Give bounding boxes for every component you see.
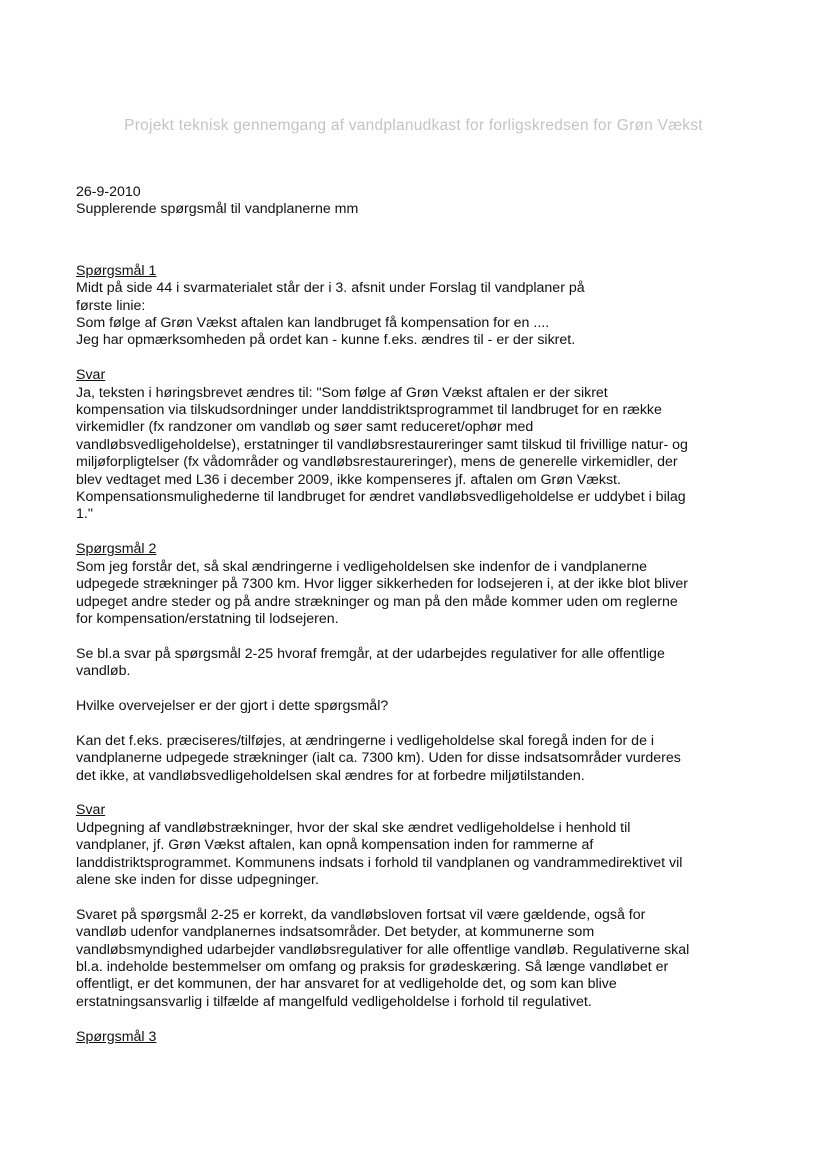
text-line: første linie:: [76, 297, 146, 314]
header-spacer: [76, 219, 756, 263]
paragraph: [76, 559, 756, 629]
paragraph-spacer: [76, 715, 756, 732]
section-heading: Svar: [76, 802, 106, 819]
watermark-header: Projekt teknisk gennemgang af vandplanudkast for forligskredsen for Grøn Vækst: [124, 117, 703, 134]
paragraph: [76, 385, 756, 524]
text-line: blev vedtaget med L36 i december 2009, ikke kompenseres jf. aftalen om Grøn Vækst.: [76, 471, 621, 488]
text-line: Svaret på spørgsmål 2-25 er korrekt, da vandløbsloven fortsat vil være gældende, også for: [76, 906, 646, 923]
text-line: miljøforpligtelser (fx vådområder og vandløbsrestaureringer), mens de generelle virkemidler, der: [76, 454, 678, 471]
section: [76, 263, 756, 350]
text-line: vandplanerne udpegede strækninger (ialt ca. 7300 km). Uden for disse indsatsområder vurderes: [76, 750, 681, 767]
section-heading: Spørgsmål 2: [76, 541, 157, 558]
section-spacer: [76, 350, 756, 367]
text-line: Ja, teksten i høringsbrevet ændres til: "Som følge af Grøn Vækst aftalen er der sikret: [76, 384, 608, 401]
text-line: Hvilke overvejelser er der gjort i dette spørgsmål?: [76, 697, 389, 714]
section-spacer: [76, 524, 756, 541]
text-line: vandplaner, jf. Grøn Vækst aftalen, kan opnå kompensation inden for rammerne af: [76, 837, 594, 854]
document-subtitle: Supplerende spørgsmål til vandplanerne mm: [76, 201, 359, 218]
text-line: offentligt, er det kommunen, der har ansvaret for at vedligeholde det, og som kan blive: [76, 976, 617, 993]
section-heading: Spørgsmål 1: [76, 262, 157, 279]
paragraph: [76, 280, 756, 350]
text-line: Midt på side 44 i svarmaterialet står der i 3. afsnit under Forslag til vandplaner på: [76, 280, 585, 297]
text-line: landdistriktsprogrammet. Kommunens indsats i forhold til vandplanen og vandrammedirektivet vil: [76, 854, 683, 871]
section: [76, 802, 756, 1011]
text-line: vandløbsvedligeholdelse), erstatninger til vandløbsrestaureringer samt tilskud til frivillige natur- og: [76, 436, 688, 453]
paragraph: [76, 698, 756, 715]
text-line: 1.": [76, 506, 93, 523]
document-body: [76, 184, 756, 1046]
text-line: vandløbsmyndighed udarbejder vandløbsregulativer for alle offentlige vandløb. Regulativerne skal: [76, 941, 690, 958]
text-line: Som jeg forstår det, så skal ændringerne i vedligeholdelsen ske indenfor de i vandplanerne: [76, 558, 647, 575]
text-line: vandløb udenfor vandplanernes indsatsområder. Det betyder, at kommunerne som: [76, 924, 595, 941]
text-line: Kompensationsmulighederne til landbruget for ændret vandløbsvedligeholdelse er uddybet i bilag: [76, 489, 686, 506]
paragraph-spacer: [76, 681, 756, 698]
text-line: udpeget andre steder og på andre strækninger og man på den måde kommer uden om reglerne: [76, 593, 678, 610]
paragraph: [76, 820, 756, 890]
text-line: det ikke, at vandløbsvedligeholdelsen skal ændres for at forbedre miljøtilstanden.: [76, 767, 585, 784]
paragraph-spacer: [76, 889, 756, 906]
paragraph-spacer: [76, 628, 756, 645]
text-line: udpegede strækninger på 7300 km. Hvor ligger sikkerheden for lodsejeren i, at der ikke blot bliver: [76, 576, 688, 593]
text-line: for kompensation/erstatning til lodsejeren.: [76, 610, 339, 627]
text-line: kompensation via tilskudsordninger under landdistriktsprogrammet til landbruget for en række: [76, 402, 662, 419]
sections-container: [76, 263, 756, 1046]
section: [76, 1029, 756, 1046]
text-line: alene ske inden for disse udpegninger.: [76, 871, 319, 888]
text-line: Kan det f.eks. præciseres/tilføjes, at ændringerne i vedligeholdelse skal foregå inden for de i: [76, 732, 655, 749]
section: [76, 367, 756, 524]
section-heading: Spørgsmål 3: [76, 1028, 157, 1045]
text-line: Se bl.a svar på spørgsmål 2-25 hvoraf fremgår, at der udarbejdes regulativer for alle offentlige: [76, 645, 665, 662]
paragraph: [76, 646, 756, 681]
section-heading: Svar: [76, 367, 106, 384]
section: [76, 541, 756, 785]
text-line: vandløb.: [76, 663, 131, 680]
text-line: bl.a. indeholde bestemmelser om omfang og praksis for grødeskæring. Så længe vandløbet er: [76, 958, 669, 975]
text-line: Som følge af Grøn Vækst aftalen kan landbruget få kompensation for en ....: [76, 315, 550, 332]
section-spacer: [76, 785, 756, 802]
text-line: erstatningsansvarlig i tilfælde af mangelfuld vedligeholdelse i forhold til regulativet.: [76, 993, 592, 1010]
paragraph: [76, 733, 756, 785]
document-date: 26-9-2010: [76, 184, 141, 200]
paragraph: [76, 907, 756, 1011]
section-spacer: [76, 1011, 756, 1028]
text-line: Udpegning af vandløbstrækninger, hvor der skal ske ændret vedligeholdelse i henhold til: [76, 819, 631, 836]
text-line: virkemidler (fx randzoner om vandløb og søer samt reduceret/ophør med: [76, 419, 534, 436]
text-line: Jeg har opmærksomheden på ordet kan - kunne f.eks. ændres til - er der sikret.: [76, 332, 576, 349]
